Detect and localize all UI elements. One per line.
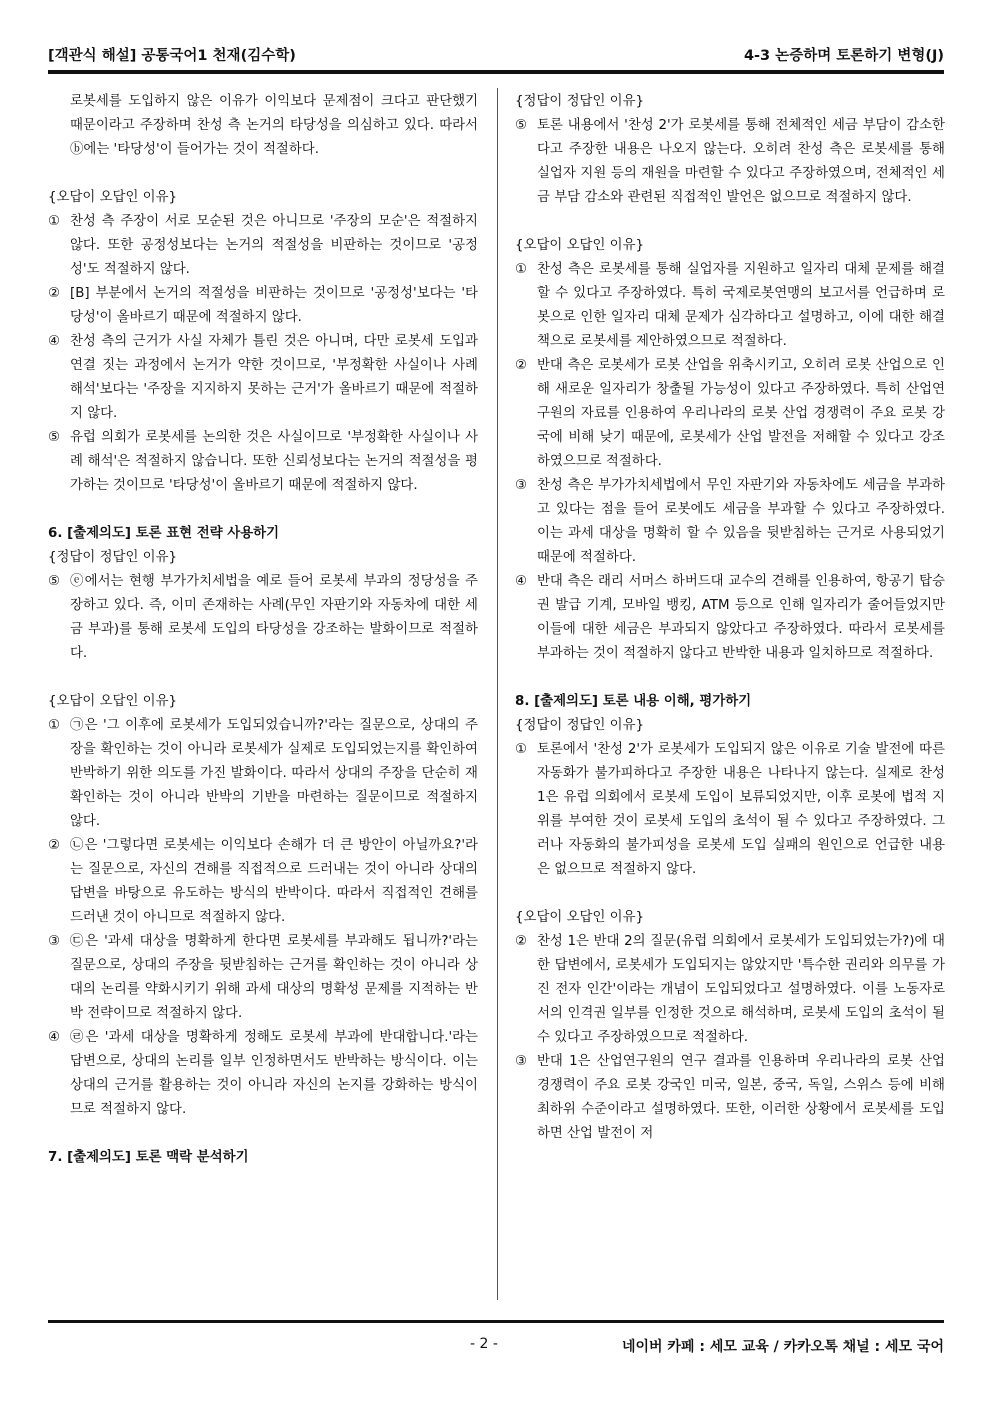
footer-rule	[48, 1320, 944, 1323]
list-item: ② 반대 측은 로봇세가 로봇 산업을 위축시키고, 오히려 로봇 산업으로 인해 새로운 일자리가 창출될 가능성이 있다고 주장하였다. 특히 산업연구원의 자료를 인용하여 우리나라의 로봇 산업 경쟁력이 주요 로봇 강국에 비해 낮기 때문에, 로봇세가 산업 발전을 저해할 수 있다고 강조하였으므로 적절하다.	[515, 358, 945, 469]
list-item: ④ 찬성 측의 근거가 사실 자체가 틀린 것은 아니며, 다만 로봇세 도입과 연결 짓는 과정에서 논거가 약한 것이므로, '부정확한 사실이나 사례 해석'보다는 '주장을 지지하지 못하는 근거'가 올바르기 때문에 적절하지 않다.	[48, 334, 478, 421]
wrong-heading: {오답이 오답인 이유}	[515, 910, 645, 925]
left-column	[48, 90, 478, 1170]
list-item: ③ 찬성 측은 부가가치세법에서 무인 자판기와 자동차에도 세금을 부과하고 있다는 점을 들어 로봇에도 세금을 부과할 수 있다고 주장하였다. 이는 과세 대상을 명확히 할 수 있음을 뒷받침하는 근거로 사용되었기 때문에 적절하다.	[515, 478, 945, 565]
correct-heading: {정답이 정답인 이유}	[48, 550, 178, 565]
list-item: ③ 반대 1은 산업연구원의 연구 결과를 인용하며 우리나라의 로봇 산업 경쟁력이 주요 로봇 강국인 미국, 일본, 중국, 독일, 스위스 등에 비해 최하위 수준이라고 설명하였다. 또한, 이러한 상황에서 로봇세를 도입하면 산업 발전이 저	[515, 1054, 945, 1141]
list-item: ① 찬성 측은 로봇세를 통해 실업자를 지원하고 일자리 대체 문제를 해결할 수 있다고 주장하였다. 특히 국제로봇연맹의 보고서를 언급하며 로봇으로 인한 일자리 대체 문제가 심각하다고 설명하고, 이에 대한 해결책으로 로봇세를 제안하였으므로 적절하다.	[515, 262, 945, 349]
header-rule	[48, 70, 944, 74]
list-item: ⑤ ⓔ에서는 현행 부가가치세법을 예로 들어 로봇세 부과의 정당성을 주장하고 있다. 즉, 이미 존재하는 사례(무인 자판기와 자동차에 대한 세금 부과)를 통해 로봇세 도입의 타당성을 강조하는 발화이므로 적절하다.	[48, 574, 478, 661]
section-heading-q6: 6. [출제의도] 토론 표현 전략 사용하기	[48, 526, 280, 541]
page-header	[48, 44, 944, 66]
page-number: - 2 -	[470, 1336, 498, 1352]
correct-heading: {정답이 정답인 이유}	[515, 94, 645, 109]
wrong-heading: {오답이 오답인 이유}	[515, 238, 645, 253]
list-item: ③ ㉢은 '과세 대상을 명확하게 한다면 로봇세를 부과해도 됩니까?'라는 질문으로, 상대의 주장을 뒷받침하는 근거를 확인하는 것이 아니라 상대의 논리를 약화시키기 위해 과세 대상의 명확성 문제를 지적하는 반박 전략이므로 적절하지 않다.	[48, 934, 478, 1021]
header-title-right: 4-3 논증하며 토론하기 변형(J)	[743, 48, 944, 64]
footer-channel-text: 네이버 카페 : 세모 교육 / 카카오톡 채널 : 세모 국어	[621, 1339, 944, 1355]
list-item: ② ㉡은 '그렇다면 로봇세는 이익보다 손해가 더 큰 방안이 아닐까요?'라는 질문으로, 자신의 견해를 직접적으로 드러내는 것이 아니라 상대의 답변을 바탕으로 유도하는 방식의 반박이다. 따라서 직접적인 견해를 드러낸 것이 아니므로 적절하지 않다.	[48, 838, 478, 925]
wrong-heading: {오답이 오답인 이유}	[48, 694, 178, 709]
list-item: ① ㉠은 '그 이후에 로봇세가 도입되었습니까?'라는 질문으로, 상대의 주장을 확인하는 것이 아니라 로봇세가 실제로 도입되었는지를 확인하여 반박하기 위한 의도를 가진 발화이다. 따라서 상대의 주장을 단순히 재확인하는 것이 아니라 반박의 기반을 마련하는 질문이므로 적절하지 않다.	[48, 718, 478, 829]
correct-heading: {정답이 정답인 이유}	[515, 718, 645, 733]
column-divider	[497, 88, 498, 1300]
list-item: ④ 반대 측은 래리 서머스 하버드대 교수의 견해를 인용하여, 항공기 탑승권 발급 기계, 모바일 뱅킹, ATM 등으로 인해 일자리가 줄어들었지만 이들에 대한 세금은 부과되지 않았다고 주장하였다. 따라서 로봇세를 부과하는 것이 적절하지 않다고 반박한 내용과 일치하므로 적절하다.	[515, 574, 945, 661]
right-column	[515, 90, 945, 1146]
list-item: ② 찬성 1은 반대 2의 질문(유럽 의회에서 로봇세가 도입되었는가?)에 대한 답변에서, 로봇세가 도입되지는 않았지만 '특수한 권리와 의무를 가진 전자 인간'이라는 개념이 도입되었다고 설명하였다. 이를 노동자로서의 인격권 일부를 인정한 것으로 해석하며, 로봇세 도입의 초석이 될 수 있다고 주장하였으므로 적절하다.	[515, 934, 945, 1045]
list-item: ② [B] 부분에서 논거의 적절성을 비판하는 것이므로 '공정성'보다는 '타당성'이 올바르기 때문에 적절하지 않다.	[48, 286, 478, 325]
list-item: ④ ㉣은 '과세 대상을 명확하게 정해도 로봇세 부과에 반대합니다.'라는 답변으로, 상대의 논리를 일부 인정하면서도 반박하는 방식이다. 이는 상대의 근거를 활용하는 것이 아니라 자신의 논지를 강화하는 방식이므로 적절하지 않다.	[48, 1030, 478, 1117]
intro-paragraph: 로봇세를 도입하지 않은 이유가 이익보다 문제점이 크다고 판단했기 때문이라고 주장하며 찬성 측 논거의 타당성을 의심하고 있다. 따라서 ⓑ에는 '타당성'이 들어가는 것이 적절하다.	[70, 94, 478, 157]
header-title-left: [객관식 해설] 공통국어1 천재(김수학)	[48, 48, 296, 64]
list-item: ① 토론에서 '찬성 2'가 로봇세가 도입되지 않은 이유로 기술 발전에 따른 자동화가 불가피하다고 주장한 내용은 나타나지 않는다. 실제로 찬성 1은 유럽 의회에서 로봇세 도입이 보류되었지만, 이후 로봇에 법적 지위를 부여한 것이 로봇세 도입의 초석이 될 수 있다고 주장하였다. 그러나 자동화의 불가피성을 로봇세 도입 실패의 원인으로 언급한 내용은 없으므로 적절하지 않다.	[515, 742, 945, 877]
list-item: ⑤ 유럽 의회가 로봇세를 논의한 것은 사실이므로 '부정확한 사실이나 사례 해석'은 적절하지 않습니다. 또한 신뢰성보다는 논거의 적절성을 평가하는 것이므로 '타당성'이 올바르기 때문에 적절하지 않다.	[48, 430, 478, 493]
list-item: ① 찬성 측 주장이 서로 모순된 것은 아니므로 '주장의 모순'은 적절하지 않다. 또한 공정성보다는 논거의 적절성을 비판하는 것이므로 '공정성'도 적절하지 않다.	[48, 214, 478, 277]
section-heading-q8: 8. [출제의도] 토론 내용 이해, 평가하기	[515, 694, 752, 709]
wrong-heading: {오답이 오답인 이유}	[48, 190, 178, 205]
list-item: ⑤ 토론 내용에서 '찬성 2'가 로봇세를 통해 전체적인 세금 부담이 감소한다고 주장한 내용은 나오지 않는다. 오히려 찬성 측은 로봇세를 통해 실업자 지원 등의 재원을 마련할 수 있다고 주장하였으며, 전체적인 세금 부담 감소와 관련된 직접적인 발언은 없으므로 적절하지 않다.	[515, 118, 945, 205]
section-heading-q7: 7. [출제의도] 토론 맥락 분석하기	[48, 1150, 249, 1165]
